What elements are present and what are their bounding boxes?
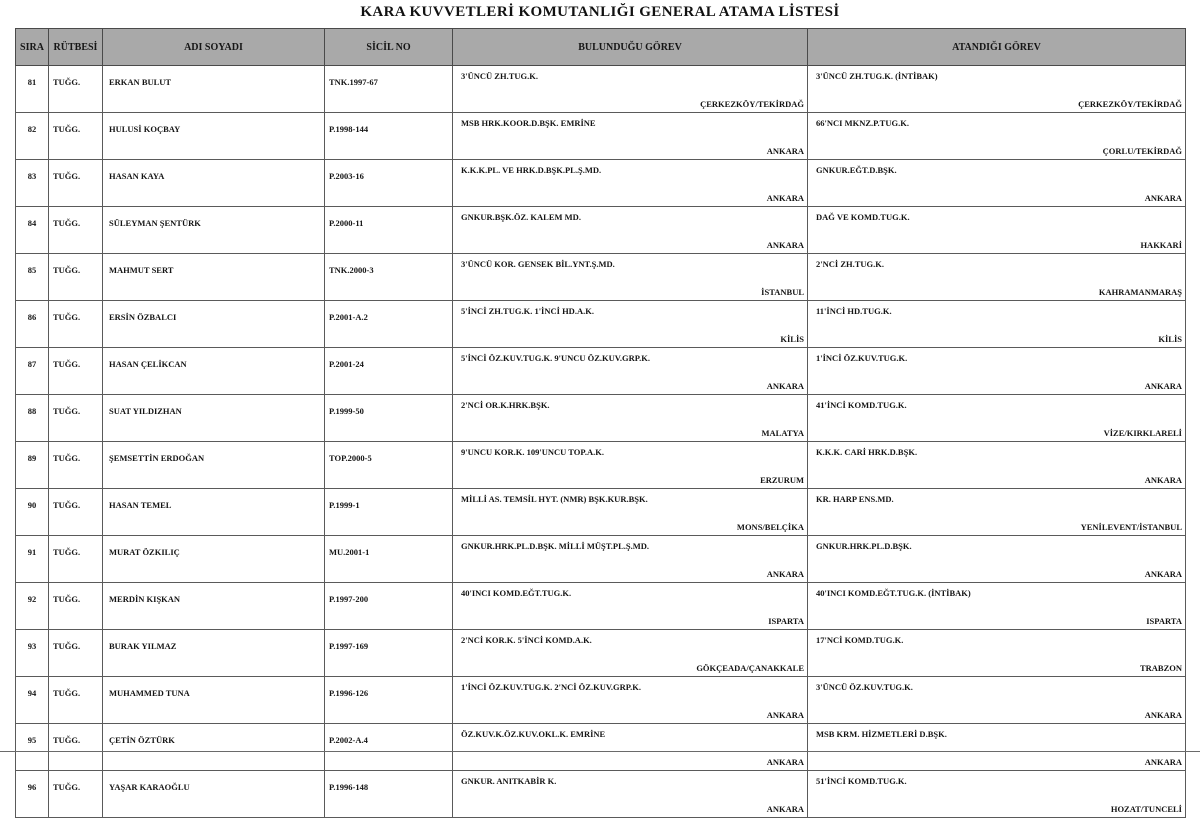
row-atandigi-gorev-text: K.K.K. CARİ HRK.D.BŞK. [816, 447, 918, 457]
row-sicil-no: MU.2001-1 [325, 536, 453, 583]
row-sira: 95 [16, 724, 49, 771]
row-bulundugu-gorev [453, 348, 808, 395]
row-atandigi-gorev-text: 66'NCI MKNZ.P.TUG.K. [816, 118, 909, 128]
row-bulundugu-gorev-location: KİLİS [780, 333, 804, 344]
row-ad-soyad: HASAN TEMEL [103, 489, 325, 536]
row-ad-soyad: ERKAN BULUT [103, 66, 325, 113]
row-atandigi-gorev [808, 489, 1186, 536]
row-atandigi-gorev-location: ANKARA [1144, 568, 1182, 579]
row-bulundugu-gorev-text: GNKUR. ANITKABİR K. [461, 776, 557, 786]
row-bulundugu-gorev [453, 254, 808, 301]
row-ad-soyad: ÇETİN ÖZTÜRK [103, 724, 325, 771]
row-rutbe: TUĞG. [49, 301, 103, 348]
row-bulundugu-gorev-text: 3'ÜNCÜ ZH.TUG.K. [461, 71, 538, 81]
row-sira: 84 [16, 207, 49, 254]
header-atandigi-gorev: ATANDIĞI GÖREV [808, 29, 1186, 66]
row-bulundugu-gorev [453, 536, 808, 583]
row-rutbe: TUĞG. [49, 630, 103, 677]
row-bulundugu-gorev-location: ERZURUM [760, 474, 804, 485]
row-atandigi-gorev [808, 207, 1186, 254]
row-bulundugu-gorev-text: GNKUR.BŞK.ÖZ. KALEM MD. [461, 212, 581, 222]
row-atandigi-gorev [808, 536, 1186, 583]
row-ad-soyad: SUAT YILDIZHAN [103, 395, 325, 442]
row-ad-soyad: HULUSİ KOÇBAY [103, 113, 325, 160]
row-bulundugu-gorev [453, 66, 808, 113]
row-sira: 85 [16, 254, 49, 301]
row-atandigi-gorev [808, 442, 1186, 489]
row-atandigi-gorev-text: 3'ÜNCÜ ÖZ.KUV.TUG.K. [816, 682, 913, 692]
table-row [16, 724, 1186, 771]
row-sicil-no: P.2002-A.4 [325, 724, 453, 771]
row-sicil-no: TOP.2000-5 [325, 442, 453, 489]
row-ad-soyad: HASAN KAYA [103, 160, 325, 207]
row-ad-soyad: MAHMUT SERT [103, 254, 325, 301]
row-ad-soyad: ERSİN ÖZBALCI [103, 301, 325, 348]
row-bulundugu-gorev-location: ANKARA [766, 803, 804, 814]
table-row [16, 677, 1186, 724]
row-ad-soyad: BURAK YILMAZ [103, 630, 325, 677]
row-atandigi-gorev-text: 41'İNCİ KOMD.TUG.K. [816, 400, 907, 410]
row-bulundugu-gorev-location: ANKARA [766, 192, 804, 203]
row-sira: 82 [16, 113, 49, 160]
row-bulundugu-gorev-location: GÖKÇEADA/ÇANAKKALE [696, 662, 804, 673]
row-ad-soyad: HASAN ÇELİKCAN [103, 348, 325, 395]
row-atandigi-gorev-text: 11'İNCİ HD.TUG.K. [816, 306, 892, 316]
row-bulundugu-gorev [453, 630, 808, 677]
row-atandigi-gorev-location: KİLİS [1158, 333, 1182, 344]
row-rutbe: TUĞG. [49, 207, 103, 254]
row-rutbe: TUĞG. [49, 66, 103, 113]
row-sira: 83 [16, 160, 49, 207]
row-atandigi-gorev [808, 724, 1186, 771]
row-ad-soyad: ŞEMSETTİN ERDOĞAN [103, 442, 325, 489]
row-atandigi-gorev [808, 113, 1186, 160]
row-bulundugu-gorev [453, 160, 808, 207]
row-bulundugu-gorev [453, 442, 808, 489]
row-sicil-no: P.1999-50 [325, 395, 453, 442]
row-sicil-no: P.1997-200 [325, 583, 453, 630]
table-row [16, 160, 1186, 207]
row-bulundugu-gorev-text: 2'NCİ OR.K.HRK.BŞK. [461, 400, 550, 410]
header-bulundugu-gorev: BULUNDUĞU GÖREV [453, 29, 808, 66]
row-bulundugu-gorev-location: ÇERKEZKÖY/TEKİRDAĞ [700, 98, 804, 109]
row-rutbe: TUĞG. [49, 395, 103, 442]
row-atandigi-gorev-location: KAHRAMANMARAŞ [1098, 286, 1182, 297]
row-atandigi-gorev-text: 1'İNCİ ÖZ.KUV.TUG.K. [816, 353, 908, 363]
row-rutbe: TUĞG. [49, 677, 103, 724]
table-row [16, 348, 1186, 395]
row-bulundugu-gorev-text: 9'UNCU KOR.K. 109'UNCU TOP.A.K. [461, 447, 604, 457]
row-ad-soyad: YAŞAR KARAOĞLU [103, 771, 325, 818]
header-sira: SIRA [16, 29, 49, 66]
row-sira: 81 [16, 66, 49, 113]
row-bulundugu-gorev [453, 677, 808, 724]
row-bulundugu-gorev-location: İSTANBUL [761, 286, 804, 297]
row-bulundugu-gorev-text: ÖZ.KUV.K.ÖZ.KUV.OKL.K. EMRİNE [461, 729, 606, 739]
row-bulundugu-gorev [453, 395, 808, 442]
row-atandigi-gorev-text: MSB KRM. HİZMETLERİ D.BŞK. [816, 729, 947, 739]
row-atandigi-gorev-text: 2'NCİ ZH.TUG.K. [816, 259, 885, 269]
row-bulundugu-gorev-text: 5'İNCİ ZH.TUG.K. 1'İNCİ HD.A.K. [461, 306, 594, 316]
row-rutbe: TUĞG. [49, 160, 103, 207]
row-atandigi-gorev [808, 160, 1186, 207]
row-ad-soyad: MUHAMMED TUNA [103, 677, 325, 724]
row-rutbe: TUĞG. [49, 536, 103, 583]
row-bulundugu-gorev-location: ANKARA [766, 239, 804, 250]
row-bulundugu-gorev-location: ANKARA [766, 709, 804, 720]
row-atandigi-gorev-location: VİZE/KIRKLARELİ [1103, 427, 1182, 438]
row-atandigi-gorev-text: KR. HARP ENS.MD. [816, 494, 894, 504]
row-sira: 96 [16, 771, 49, 818]
row-atandigi-gorev-text: 51'İNCİ KOMD.TUG.K. [816, 776, 907, 786]
row-bulundugu-gorev-text: 1'İNCİ ÖZ.KUV.TUG.K. 2'NCİ ÖZ.KUV.GRP.K. [461, 682, 642, 692]
table-row [16, 66, 1186, 113]
row-atandigi-gorev-location: ANKARA [1144, 709, 1182, 720]
row-rutbe: TUĞG. [49, 348, 103, 395]
header-rutbe: RÜTBESİ [49, 29, 103, 66]
row-sira: 91 [16, 536, 49, 583]
row-bulundugu-gorev [453, 207, 808, 254]
row-bulundugu-gorev-text: MSB HRK.KOOR.D.BŞK. EMRİNE [461, 118, 596, 128]
table-row [16, 583, 1186, 630]
row-bulundugu-gorev [453, 489, 808, 536]
row-atandigi-gorev-location: ÇORLU/TEKİRDAĞ [1102, 145, 1182, 156]
row-sira: 90 [16, 489, 49, 536]
row-atandigi-gorev [808, 395, 1186, 442]
row-atandigi-gorev [808, 771, 1186, 818]
row-sira: 87 [16, 348, 49, 395]
table-header-row [16, 29, 1186, 66]
row-atandigi-gorev-location: ISPARTA [1146, 615, 1182, 626]
row-atandigi-gorev [808, 630, 1186, 677]
row-sicil-no: TNK.1997-67 [325, 66, 453, 113]
table-row [16, 207, 1186, 254]
row-rutbe: TUĞG. [49, 113, 103, 160]
row-atandigi-gorev [808, 301, 1186, 348]
row-atandigi-gorev [808, 254, 1186, 301]
row-atandigi-gorev-text: 40'INCI KOMD.EĞT.TUG.K. (İNTİBAK) [816, 588, 971, 598]
row-bulundugu-gorev-text: GNKUR.HRK.PL.D.BŞK. MİLLİ MÜŞT.PL.Ş.MD. [461, 541, 650, 551]
row-sicil-no: P.2001-A.2 [325, 301, 453, 348]
row-rutbe: TUĞG. [49, 724, 103, 771]
row-bulundugu-gorev-location: ANKARA [766, 380, 804, 391]
row-bulundugu-gorev-text: 3'ÜNCÜ KOR. GENSEK BİL.YNT.Ş.MD. [461, 259, 615, 269]
row-atandigi-gorev-text: GNKUR.EĞT.D.BŞK. [816, 165, 897, 175]
table-row [16, 395, 1186, 442]
document-title: KARA KUVVETLERİ KOMUTANLIĞI GENERAL ATAMA LİSTESİ [360, 4, 840, 20]
row-atandigi-gorev-text: 17'NCİ KOMD.TUG.K. [816, 635, 904, 645]
row-sira: 89 [16, 442, 49, 489]
row-atandigi-gorev-location: ÇERKEZKÖY/TEKİRDAĞ [1078, 98, 1182, 109]
row-bulundugu-gorev [453, 301, 808, 348]
row-atandigi-gorev [808, 66, 1186, 113]
table-row [16, 301, 1186, 348]
row-atandigi-gorev-location: HAKKARİ [1140, 239, 1182, 250]
row-bulundugu-gorev [453, 583, 808, 630]
row-bulundugu-gorev-location: ANKARA [766, 756, 804, 767]
header-ad-soyad: ADI SOYADI [103, 29, 325, 66]
table-row [16, 254, 1186, 301]
row-bulundugu-gorev-text: MİLLİ AS. TEMSİL HYT. (NMR) BŞK.KUR.BŞK. [461, 494, 648, 504]
row-ad-soyad: MURAT ÖZKILIÇ [103, 536, 325, 583]
row-sira: 93 [16, 630, 49, 677]
page-divider [0, 751, 1200, 752]
header-sicil-no: SİCİL NO [325, 29, 453, 66]
row-atandigi-gorev-location: ANKARA [1144, 474, 1182, 485]
row-ad-soyad: MERDİN KIŞKAN [103, 583, 325, 630]
row-bulundugu-gorev-location: ANKARA [766, 568, 804, 579]
row-sicil-no: P.2003-16 [325, 160, 453, 207]
appointment-table [15, 28, 1186, 818]
row-sicil-no: TNK.2000-3 [325, 254, 453, 301]
row-atandigi-gorev [808, 348, 1186, 395]
table-row [16, 489, 1186, 536]
row-bulundugu-gorev-location: ISPARTA [768, 615, 804, 626]
row-sicil-no: P.1999-1 [325, 489, 453, 536]
row-bulundugu-gorev-text: 40'INCI KOMD.EĞT.TUG.K. [461, 588, 572, 598]
row-bulundugu-gorev-text: 5'İNCİ ÖZ.KUV.TUG.K. 9'UNCU ÖZ.KUV.GRP.K. [461, 353, 650, 363]
row-bulundugu-gorev-location: MONS/BELÇİKA [736, 521, 804, 532]
row-sicil-no: P.1996-126 [325, 677, 453, 724]
row-atandigi-gorev-location: ANKARA [1144, 192, 1182, 203]
row-sicil-no: P.1998-144 [325, 113, 453, 160]
table-body [16, 66, 1186, 818]
row-atandigi-gorev-text: GNKUR.HRK.PL.D.BŞK. [816, 541, 912, 551]
row-rutbe: TUĞG. [49, 771, 103, 818]
row-ad-soyad: SÜLEYMAN ŞENTÜRK [103, 207, 325, 254]
row-sira: 88 [16, 395, 49, 442]
row-rutbe: TUĞG. [49, 489, 103, 536]
row-atandigi-gorev-text: DAĞ VE KOMD.TUG.K. [816, 212, 910, 222]
row-sira: 92 [16, 583, 49, 630]
row-sira: 94 [16, 677, 49, 724]
row-sicil-no: P.1996-148 [325, 771, 453, 818]
table-row [16, 442, 1186, 489]
row-sicil-no: P.2000-11 [325, 207, 453, 254]
table-row [16, 113, 1186, 160]
row-atandigi-gorev-location: ANKARA [1144, 380, 1182, 391]
row-atandigi-gorev [808, 677, 1186, 724]
row-atandigi-gorev-location: ANKARA [1144, 756, 1182, 767]
row-bulundugu-gorev-text: K.K.K.PL. VE HRK.D.BŞK.PL.Ş.MD. [461, 165, 602, 175]
table-row [16, 771, 1186, 818]
row-rutbe: TUĞG. [49, 442, 103, 489]
row-bulundugu-gorev-location: MALATYA [761, 427, 804, 438]
table-row [16, 630, 1186, 677]
row-atandigi-gorev [808, 583, 1186, 630]
table-row [16, 536, 1186, 583]
row-bulundugu-gorev [453, 724, 808, 771]
row-atandigi-gorev-text: 3'ÜNCÜ ZH.TUG.K. (İNTİBAK) [816, 71, 938, 81]
row-rutbe: TUĞG. [49, 254, 103, 301]
row-atandigi-gorev-location: TRABZON [1139, 662, 1182, 673]
row-bulundugu-gorev [453, 771, 808, 818]
row-bulundugu-gorev-location: ANKARA [766, 145, 804, 156]
row-rutbe: TUĞG. [49, 583, 103, 630]
row-atandigi-gorev-location: HOZAT/TUNCELİ [1110, 803, 1182, 814]
row-atandigi-gorev-location: YENİLEVENT/İSTANBUL [1080, 521, 1182, 532]
row-bulundugu-gorev-text: 2'NCİ KOR.K. 5'İNCİ KOMD.A.K. [461, 635, 592, 645]
row-sicil-no: P.2001-24 [325, 348, 453, 395]
row-bulundugu-gorev [453, 113, 808, 160]
row-sira: 86 [16, 301, 49, 348]
row-sicil-no: P.1997-169 [325, 630, 453, 677]
